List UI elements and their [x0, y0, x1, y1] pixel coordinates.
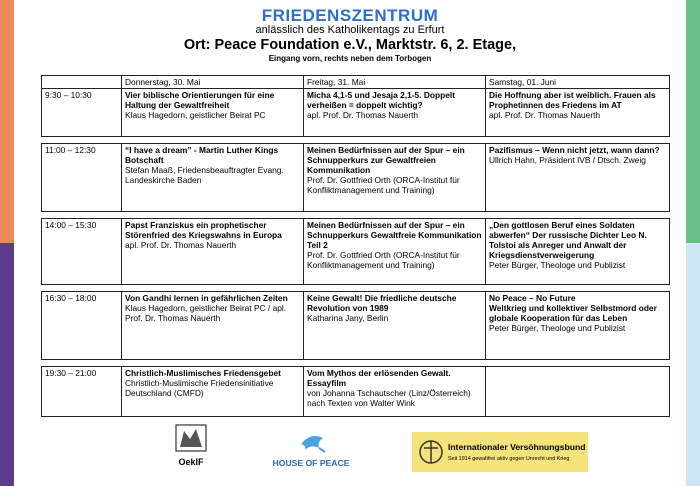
- session-cell: [304, 89, 486, 137]
- page-subtitle: anlässlich des Katholikentags zu Erfurt: [255, 24, 445, 36]
- table-row: [42, 367, 670, 417]
- oekif-emblem-icon: [166, 421, 216, 457]
- session-cell: [122, 89, 304, 137]
- border-right-lightblue: [686, 243, 700, 486]
- time-cell: 11:00 – 12:30: [42, 144, 122, 212]
- session-title: Die Hoffnung aber ist weiblich. Frauen als Prophetinnen des Friedens im AT: [489, 90, 656, 110]
- session-title: Vier biblische Orientierungen für eine Haltung der Gewaltfreiheit: [125, 90, 275, 110]
- oekif-logo: [166, 421, 216, 475]
- header-corner: [42, 76, 122, 89]
- session-title: Meinen Bedürfnissen auf der Spur – ein Schnupperkurs zur Gewaltfreien Kommunikation: [307, 145, 465, 175]
- time-cell: 14:00 – 15:30: [42, 219, 122, 285]
- session-title: Pazifismus – Wenn nicht jetzt, wann dann?: [489, 145, 660, 155]
- page-title: FRIEDENSZENTRUM: [261, 6, 439, 25]
- session-cell: [122, 367, 304, 417]
- session-speaker: apl. Prof. Dr. Thomas Nauerth: [125, 240, 237, 250]
- session-title: Vom Mythos der erlösenden Gewalt. Essayfilm: [307, 368, 451, 388]
- table-row: [42, 219, 670, 285]
- time-cell: 16:30 – 18:00: [42, 292, 122, 360]
- dove-icon: [261, 430, 361, 458]
- row-gap: [42, 360, 670, 367]
- border-left-purple: [0, 243, 14, 486]
- ivb-title: Internationaler Versöhnungsbund: [448, 442, 586, 452]
- table-header-row: [42, 76, 670, 89]
- row-gap: [42, 285, 670, 292]
- time-cell: 19:30 – 21:00: [42, 367, 122, 417]
- table-row: [42, 144, 670, 212]
- session-cell: [304, 144, 486, 212]
- row-gap: [42, 212, 670, 219]
- schedule-table: [41, 75, 670, 417]
- session-cell: [304, 367, 486, 417]
- row-gap: [42, 137, 670, 144]
- session-speaker: apl. Prof. Dr. Thomas Nauerth: [489, 110, 601, 120]
- time-cell: 9:30 – 10:30: [42, 89, 122, 137]
- session-speaker: Stefan Maaß, Friedensbeauftragter Evang. Landeskirche Baden: [125, 165, 284, 185]
- day-header: Freitag, 31. Mai: [304, 76, 486, 89]
- session-speaker: Christlich-Muslimische Friedensinitiative Deutschland (CMFD): [125, 378, 274, 398]
- entrance-line: Eingang vorn, rechts neben dem Torbogen: [268, 54, 432, 63]
- day-header: Donnerstag, 30. Mai: [122, 76, 304, 89]
- session-speaker: apl. Prof. Dr. Thomas Nauerth: [307, 110, 419, 120]
- session-title: Christlich-Muslimisches Friedensgebet: [125, 368, 281, 378]
- session-title: Keine Gewalt! Die friedliche deutsche Revolution von 1989: [307, 293, 457, 313]
- house-of-peace-logo: [261, 430, 361, 470]
- session-title-secondary: Weltkrieg und kollektiver Selbstmord oder globale Kooperation für das Leben: [489, 303, 657, 323]
- session-cell: [122, 144, 304, 212]
- session-title: Papst Franziskus ein prophetischer Störenfried des Kriegswahns in Europa: [125, 220, 282, 240]
- session-speaker: Klaus Hagedorn, geistlicher Beirat PC / apl. Prof. Dr. Thomas Nauerth: [125, 303, 287, 323]
- session-speaker: Klaus Hagedorn, geistlicher Beirat PC: [125, 110, 266, 120]
- table-row: [42, 292, 670, 360]
- session-speaker: Ullrich Hahn, Präsident IVB / Dtsch. Zweig: [489, 155, 646, 165]
- session-title: Meinen Bedürfnissen auf der Spur – ein Schnupperkurs Gewaltfreie Kommunikation Teil 2: [307, 220, 482, 250]
- house-of-peace-label: HOUSE OF PEACE: [272, 458, 350, 468]
- session-cell: [122, 292, 304, 360]
- session-title: “I have a dream” - Martin Luther Kings Botschaft: [125, 145, 279, 165]
- session-speaker: Prof. Dr. Gottfried Orth (ORCA-Institut für Konfliktmanagement und Training): [307, 175, 460, 195]
- session-title: No Peace – No Future: [489, 293, 576, 303]
- session-cell: [486, 367, 670, 417]
- table-row: [42, 89, 670, 137]
- session-speaker: Peter Bürger, Theologe und Publizist: [489, 323, 626, 333]
- session-cell: [304, 292, 486, 360]
- session-speaker: Peter Bürger, Theologe und Publizist: [489, 260, 626, 270]
- session-title: Von Gandhi lernen in gefährlichen Zeiten: [125, 293, 288, 303]
- session-speaker: von Johanna Tschautscher (Linz/Österreich) nach Texten von Walter Wink: [307, 388, 471, 408]
- session-title: Micha 4,1-5 und Jesaja 2,1-5. Doppelt verheißen = doppelt wichtig?: [307, 90, 456, 110]
- session-cell: [304, 219, 486, 285]
- ivb-logo: [412, 432, 588, 472]
- session-title: „Den gottlosen Beruf eines Soldaten abwerfen“ Der russische Dichter Leo N. Tolstoi als Anreger und Anwalt der Kriegsdienstverweigerung: [489, 220, 647, 260]
- session-speaker: Katharina Jany, Berlin: [307, 313, 389, 323]
- session-speaker: Prof. Dr. Gottfried Orth (ORCA-Institut für Konfliktmanagement und Training): [307, 250, 460, 270]
- ivb-emblem-icon: [416, 434, 446, 470]
- session-cell: [486, 292, 670, 360]
- session-cell: [486, 144, 670, 212]
- session-cell: [122, 219, 304, 285]
- session-cell: [486, 89, 670, 137]
- oekif-label: OekIF: [178, 457, 204, 467]
- session-cell: [486, 219, 670, 285]
- ivb-subtitle: Seit 1914 gewaltfrei aktiv gegen Unrecht und Krieg: [448, 456, 570, 462]
- location-line: Ort: Peace Foundation e.V., Marktstr. 6, 2. Etage,: [183, 37, 517, 53]
- day-header: Samstag, 01. Juni: [486, 76, 670, 89]
